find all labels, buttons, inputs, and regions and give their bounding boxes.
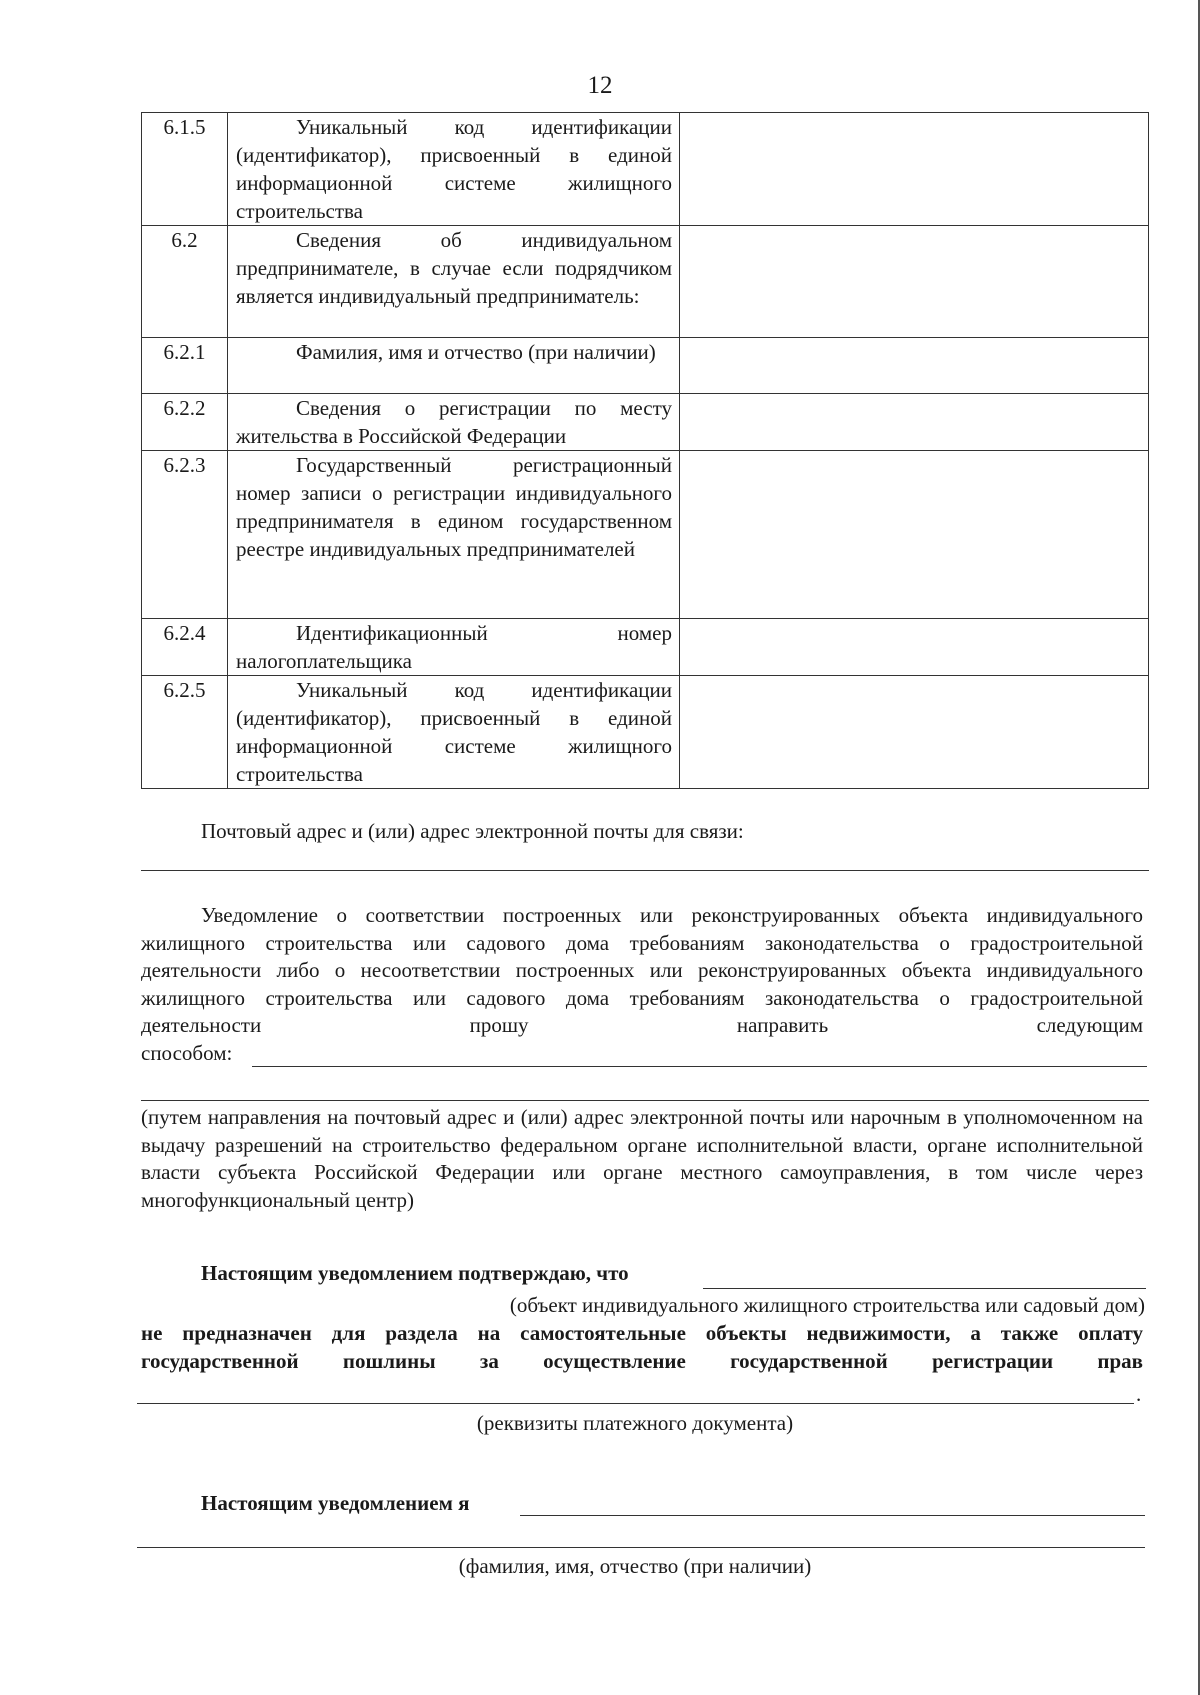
row-value-cell[interactable]: [680, 451, 1149, 619]
row-label: Уникальный код идентификации (идентификатор), присвоенный в единой информационной системе жилищного строительства: [228, 113, 680, 226]
notice-paragraph: Уведомление о соответствии построенных или реконструированных объекта индивидуального жилищного строительства или садового дома требованиям законодательства о градостроительной деятельности либо о несоответствии построенных или реконструированных объекта индивидуального жилищного строительства или садового дома требованиям законодательства о градостроительной деятельности прошу направить следующим: [141, 903, 1143, 1037]
table-row: [142, 338, 1149, 394]
row-number: 6.2: [142, 226, 228, 338]
row-label: Государственный регистрационный номер записи о регистрации индивидуального предпринимателя в едином государственном реестре индивидуальных предпринимателей: [228, 451, 680, 619]
notice-method-label: способом:: [141, 1040, 233, 1065]
row-label: Фамилия, имя и отчество (при наличии): [228, 338, 680, 394]
row-label: Идентификационный номер налогоплательщика: [228, 619, 680, 676]
consent-label: Настоящим уведомлением я: [201, 1491, 470, 1515]
row-value-cell[interactable]: [680, 226, 1149, 338]
table-row: [142, 394, 1149, 451]
row-number: 6.2.3: [142, 451, 228, 619]
confirm-caption: (объект индивидуального жилищного строительства или садовый дом): [509, 1293, 1145, 1317]
table-row: [142, 451, 1149, 619]
row-value-cell[interactable]: [680, 676, 1149, 789]
notice-method-field[interactable]: [252, 1066, 1147, 1067]
consent-name-field-line2[interactable]: [137, 1547, 1145, 1548]
notice-method-field-line2[interactable]: [141, 1100, 1149, 1101]
notice-block: [141, 902, 1143, 1068]
info-table: [141, 112, 1149, 789]
page-number: 12: [587, 72, 613, 99]
table-row: [142, 676, 1149, 789]
row-label: Сведения об индивидуальном предпринимателе, в случае если подрядчиком является индивидуальный предприниматель:: [228, 226, 680, 338]
payment-document-field[interactable]: [137, 1403, 1134, 1404]
fio-caption: (фамилия, имя, отчество (при наличии): [458, 1554, 812, 1578]
row-label: Уникальный код идентификации (идентификатор), присвоенный в единой информационной системе жилищного строительства: [228, 676, 680, 789]
delivery-hint: (путем направления на почтовый адрес и (или) адрес электронной почты или нарочным в уполномоченном на выдачу разрешений на строительство федеральном органе исполнительной власти, органе исполнительной власти субъекта Российской Федерации или органе местного самоуправления, в том числе через многофункциональный центр): [141, 1105, 1143, 1212]
notice-method-row: [141, 1040, 1143, 1068]
row-value-cell[interactable]: [680, 338, 1149, 394]
confirm-text-line1: не предназначен для раздела на самостоятельные объекты недвижимости, а также оплату: [141, 1321, 1143, 1345]
row-number: 6.1.5: [142, 113, 228, 226]
row-value-cell[interactable]: [680, 619, 1149, 676]
row-number: 6.2.5: [142, 676, 228, 789]
table-row: [142, 226, 1149, 338]
confirm-text-line2: государственной пошлины за осуществление государственной регистрации прав: [141, 1349, 1143, 1373]
row-number: 6.2.2: [142, 394, 228, 451]
table-row: [142, 619, 1149, 676]
table-row: [142, 113, 1149, 226]
row-value-cell[interactable]: [680, 394, 1149, 451]
row-number: 6.2.4: [142, 619, 228, 676]
payment-caption: (реквизиты платежного документа): [476, 1411, 794, 1435]
row-value-cell[interactable]: [680, 113, 1149, 226]
end-period: .: [1136, 1382, 1142, 1406]
consent-name-field[interactable]: [520, 1515, 1145, 1516]
row-label: Сведения о регистрации по месту жительства в Российской Федерации: [228, 394, 680, 451]
postal-address-field[interactable]: [141, 870, 1149, 871]
row-number: 6.2.1: [142, 338, 228, 394]
confirm-object-field[interactable]: [703, 1288, 1146, 1289]
confirm-label: Настоящим уведомлением подтверждаю, что: [201, 1261, 629, 1285]
postal-label: Почтовый адрес и (или) адрес электронной почты для связи:: [201, 819, 744, 843]
